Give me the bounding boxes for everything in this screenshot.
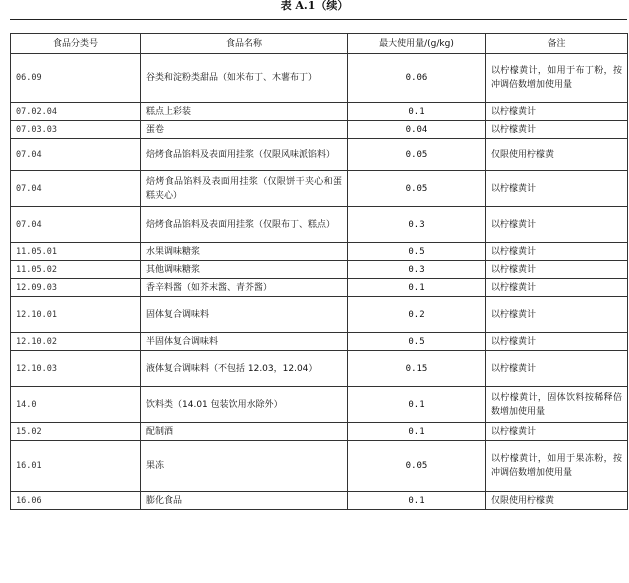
header-rule: [10, 19, 627, 20]
row-max-amount: 0.1: [348, 423, 486, 441]
table-row: [11, 139, 628, 171]
table-header-row: [11, 34, 628, 54]
row-code: 12.10.01: [11, 297, 141, 333]
table-row: [11, 423, 628, 441]
row-max-amount: 0.1: [348, 387, 486, 423]
row-code: 14.0: [11, 387, 141, 423]
table-row: [11, 54, 628, 103]
row-note: 以柠檬黄计: [486, 297, 628, 333]
row-code: 07.04: [11, 171, 141, 207]
row-code: 07.04: [11, 207, 141, 243]
row-max-amount: 0.05: [348, 139, 486, 171]
row-food-name: 焙烤食品馅料及表面用挂浆（仅限风味派馅料）: [141, 139, 348, 171]
row-food-name: 饮料类（14.01 包装饮用水除外）: [141, 387, 348, 423]
table-row: [11, 279, 628, 297]
row-code: 07.02.04: [11, 103, 141, 121]
table-row: [11, 492, 628, 510]
row-food-name: 其他调味糖浆: [141, 261, 348, 279]
header-code: 食品分类号: [11, 34, 141, 54]
row-note: 以柠檬黄计，如用于布丁粉，按冲调倍数增加使用量: [486, 54, 628, 103]
row-max-amount: 0.15: [348, 351, 486, 387]
row-code: 16.06: [11, 492, 141, 510]
row-note: 以柠檬黄计: [486, 207, 628, 243]
row-food-name: 焙烤食品馅料及表面用挂浆（仅限饼干夹心和蛋糕夹心）: [141, 171, 348, 207]
row-max-amount: 0.5: [348, 243, 486, 261]
table-row: [11, 441, 628, 492]
row-food-name: 水果调味糖浆: [141, 243, 348, 261]
row-note: 以柠檬黄计: [486, 279, 628, 297]
table-row: [11, 207, 628, 243]
row-code: 07.04: [11, 139, 141, 171]
row-code: 11.05.02: [11, 261, 141, 279]
row-note: 以柠檬黄计: [486, 261, 628, 279]
table-row: [11, 333, 628, 351]
row-note: 以柠檬黄计: [486, 243, 628, 261]
row-max-amount: 0.3: [348, 207, 486, 243]
row-note: 仅限使用柠檬黄: [486, 139, 628, 171]
row-max-amount: 0.05: [348, 441, 486, 492]
row-food-name: 配制酒: [141, 423, 348, 441]
row-food-name: 谷类和淀粉类甜品（如米布丁、木薯布丁）: [141, 54, 348, 103]
table-row: [11, 243, 628, 261]
row-note: 以柠檬黄计: [486, 423, 628, 441]
row-food-name: 香辛料酱（如芥末酱、青芥酱）: [141, 279, 348, 297]
row-note: 仅限使用柠檬黄: [486, 492, 628, 510]
header-note: 备注: [486, 34, 628, 54]
table-title: 表 A.1（续）: [280, 0, 349, 12]
row-note: 以柠檬黄计: [486, 171, 628, 207]
header-amount: 最大使用量/(g/kg): [348, 34, 486, 54]
row-food-name: 果冻: [141, 441, 348, 492]
row-code: 12.09.03: [11, 279, 141, 297]
row-code: 11.05.01: [11, 243, 141, 261]
row-code: 07.03.03: [11, 121, 141, 139]
table-row: [11, 351, 628, 387]
row-max-amount: 0.1: [348, 103, 486, 121]
row-note: 以柠檬黄计: [486, 351, 628, 387]
row-code: 16.01: [11, 441, 141, 492]
row-max-amount: 0.5: [348, 333, 486, 351]
table-row: [11, 121, 628, 139]
row-code: 06.09: [11, 54, 141, 103]
table-row: [11, 261, 628, 279]
row-max-amount: 0.04: [348, 121, 486, 139]
additive-table: [10, 33, 628, 510]
row-note: 以柠檬黄计: [486, 103, 628, 121]
row-food-name: 半固体复合调味料: [141, 333, 348, 351]
row-food-name: 固体复合调味料: [141, 297, 348, 333]
row-max-amount: 0.3: [348, 261, 486, 279]
row-note: 以柠檬黄计，如用于果冻粉，按冲调倍数增加使用量: [486, 441, 628, 492]
row-code: 12.10.02: [11, 333, 141, 351]
row-max-amount: 0.2: [348, 297, 486, 333]
row-food-name: 焙烤食品馅料及表面用挂浆（仅限布丁、糕点）: [141, 207, 348, 243]
row-max-amount: 0.06: [348, 54, 486, 103]
row-code: 12.10.03: [11, 351, 141, 387]
row-max-amount: 0.05: [348, 171, 486, 207]
row-food-name: 膨化食品: [141, 492, 348, 510]
row-max-amount: 0.1: [348, 279, 486, 297]
row-note: 以柠檬黄计: [486, 333, 628, 351]
table-row: [11, 387, 628, 423]
row-food-name: 蛋卷: [141, 121, 348, 139]
row-food-name: 糕点上彩装: [141, 103, 348, 121]
row-max-amount: 0.1: [348, 492, 486, 510]
row-note: 以柠檬黄计: [486, 121, 628, 139]
table-row: [11, 103, 628, 121]
row-note: 以柠檬黄计，固体饮料按稀释倍数增加使用量: [486, 387, 628, 423]
table-row: [11, 297, 628, 333]
table-row: [11, 171, 628, 207]
row-code: 15.02: [11, 423, 141, 441]
header-name: 食品名称: [141, 34, 348, 54]
row-food-name: 液体复合调味料（不包括 12.03，12.04）: [141, 351, 348, 387]
